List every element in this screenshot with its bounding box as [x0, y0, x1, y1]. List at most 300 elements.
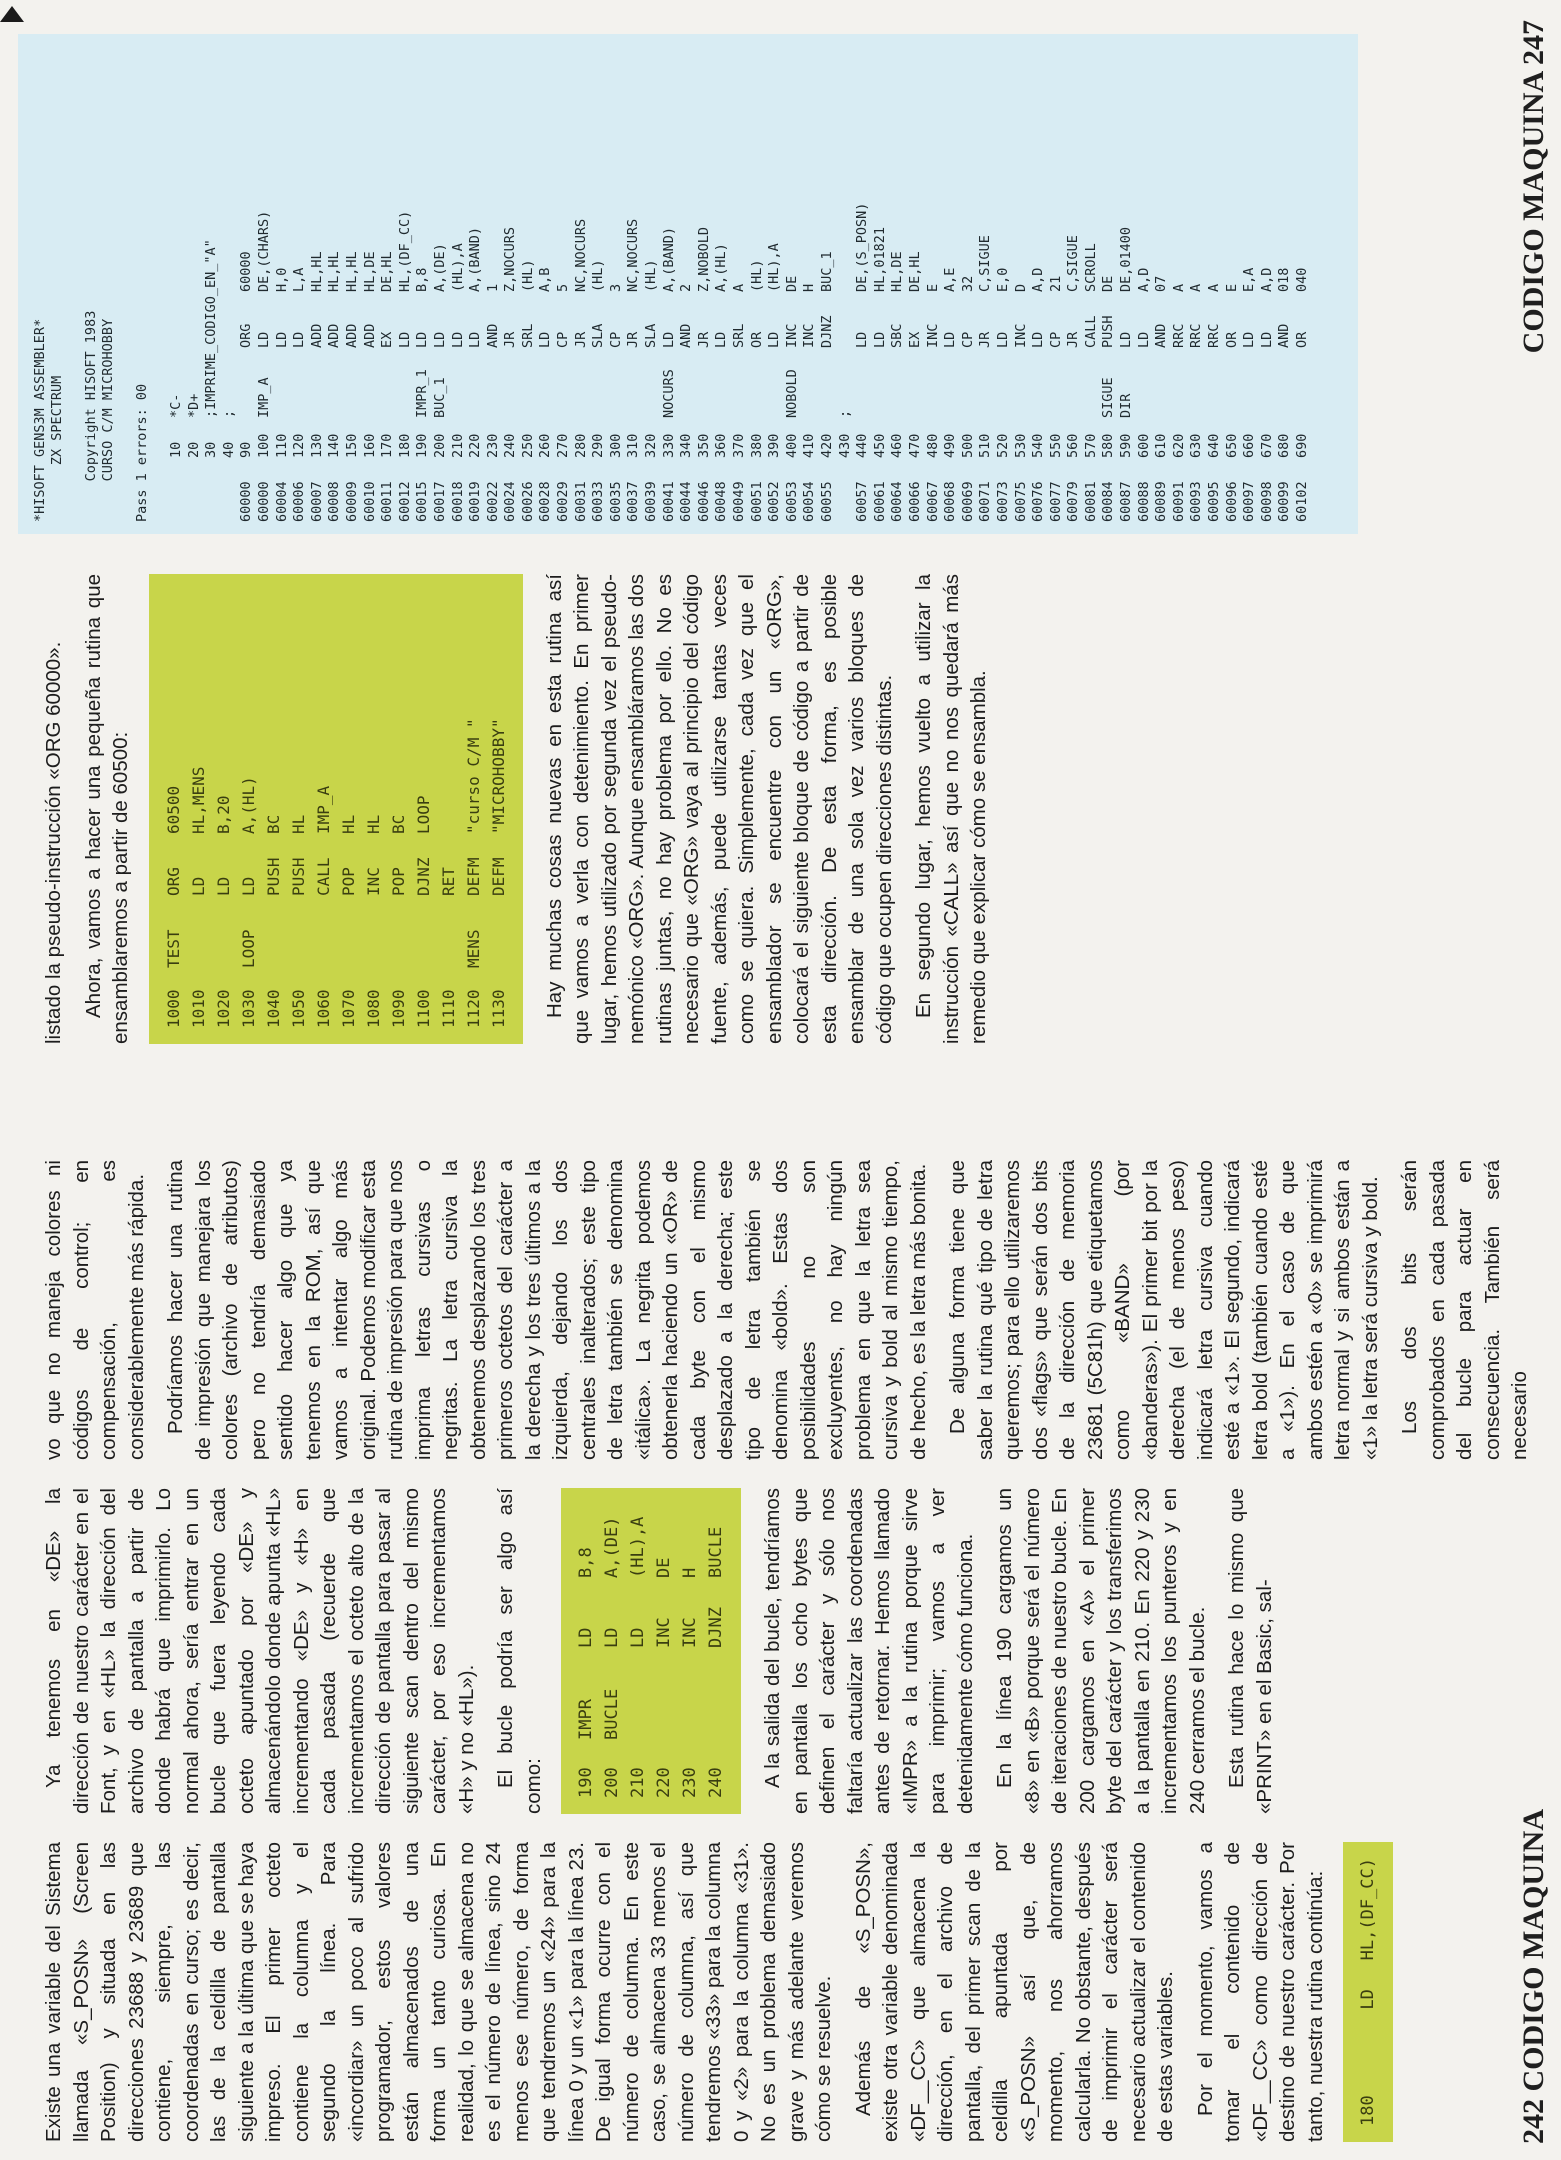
line-label [436, 896, 461, 968]
line-operands: A,(DE) [602, 1516, 622, 1578]
listing-line-number: 560 [1065, 433, 1082, 458]
listing-row [467, 46, 485, 522]
left-page [0, 1080, 1561, 2160]
code-line [211, 590, 236, 1028]
listing-operands: C,SIGUE [977, 235, 994, 292]
listing-row [872, 46, 890, 522]
listing-label: DIR [1118, 393, 1135, 418]
listing-row [696, 46, 714, 522]
listing-label [274, 348, 292, 418]
listing-row [590, 46, 608, 522]
listing-mnemonic [221, 292, 239, 348]
listing-address: 60069 [959, 481, 976, 522]
listing-operands: Z,NOBOLD [695, 226, 712, 292]
line-label [286, 896, 311, 968]
listing-line-number: 240 [502, 433, 519, 458]
listing-label: SIGUE [1100, 377, 1117, 418]
listing-address: 60096 [1223, 481, 1240, 522]
paragraph: vo que no maneja colores ni códigos de control; en compensación, es considerablemente más rápida. [42, 1160, 148, 1460]
code-line [677, 1504, 703, 1798]
listing-operands: A,D [1258, 267, 1275, 292]
listing-mnemonic: CP [607, 331, 624, 348]
listing-line-number: 170 [379, 433, 396, 458]
code-line [161, 590, 186, 1028]
line-mnemonic: LD [602, 1627, 622, 1648]
line-label [211, 896, 236, 968]
listing-operands: D [1012, 283, 1029, 292]
listing-label [309, 348, 327, 418]
listing-line-number: 210 [449, 433, 466, 458]
listing-address: 60052 [766, 481, 783, 522]
listing-mnemonic: LD [467, 331, 484, 348]
line-label [411, 896, 436, 968]
line-number: 1080 [363, 989, 383, 1028]
listing-address [168, 458, 186, 522]
listing-label [573, 348, 591, 418]
line-number: 1100 [413, 989, 433, 1028]
listing-label [1171, 348, 1189, 418]
listing-label [1153, 348, 1171, 418]
line-number: 1000 [163, 989, 183, 1028]
line-mnemonic: DEFM [463, 857, 483, 896]
listing-address [837, 458, 855, 522]
listing-mnemonic: INC [801, 323, 818, 348]
listing-line-number: 370 [731, 433, 747, 458]
paragraph: En la línea 190 cargamos un «8» en «B» porque será el número de iteraciones de nuestro bucle. En 200 cargamos en «A» el primer byte del carácter y los transferimos a la pantalla en 210. En 220 y 230 incrementamos los punteros y en 240 cerramos el bucle. [993, 1488, 1209, 1814]
code-line [286, 590, 311, 1028]
listing-row [1224, 46, 1242, 522]
listing-mnemonic: SRL [519, 323, 536, 348]
listing-line-number: 520 [994, 433, 1011, 458]
line-operands: BC [263, 814, 283, 834]
listing-line-number: 110 [273, 433, 290, 458]
listing-address: 60077 [1047, 481, 1064, 522]
listing-mnemonic: LD [537, 331, 554, 348]
code-line [361, 590, 386, 1028]
listing-operands: A,(DE) [431, 243, 448, 292]
listing-address: 60006 [291, 481, 308, 522]
listing-row [1136, 46, 1154, 522]
paragraph: Esta rutina hace lo mismo que «PRINT» en el Basic, sal- [1225, 1488, 1276, 1814]
listing-operands: L,A [291, 267, 308, 292]
listing-operands: HL,01821 [871, 226, 888, 292]
listing-operands: E,A [1241, 267, 1258, 292]
listing-line-number: 20 [185, 441, 202, 458]
listing-mnemonic: JR [1065, 331, 1082, 348]
paragraph: Además de «S_POSN», existe otra variable denominada «DF__CC» que almacena la dirección, en el archivo de pantalla, del primer scan de la celdilla apuntada por «S_POSN» así que, de momento, nos ahorramos calcularla. No obstante, después de imprimir el carácter será necesario actualizar el contenido de estas variables. [851, 1842, 1177, 2142]
listing-line-number: 690 [1294, 433, 1310, 458]
listing-mnemonic: PUSH [1100, 315, 1117, 348]
listing-row [397, 46, 415, 522]
listing-line-number: 300 [607, 433, 624, 458]
listing-label [1294, 348, 1312, 418]
line-mnemonic: ORG [163, 867, 183, 896]
listing-operands: A,B [537, 267, 554, 292]
line-label [1355, 2010, 1381, 2069]
line-label [311, 896, 336, 968]
right-column-1 [40, 574, 1005, 1044]
listing-mnemonic: AND [1276, 323, 1293, 348]
listing-row [977, 46, 995, 522]
listing-line-number: 530 [1012, 433, 1029, 458]
listing-row [608, 46, 626, 522]
line-number: 1040 [263, 989, 283, 1028]
listing-rows [168, 46, 1312, 522]
listing-address: 60044 [678, 481, 695, 522]
listing-mnemonic: LD [871, 331, 888, 348]
listing-operands: A,(BAND) [660, 226, 677, 292]
line-operands: B,8 [576, 1547, 596, 1578]
listing-operands: (HL) [519, 259, 536, 292]
listing-address: 60076 [1030, 481, 1047, 522]
line-mnemonic: LD [576, 1627, 596, 1648]
listing-label [731, 348, 749, 418]
listing-row [414, 46, 432, 522]
listing-label [960, 348, 978, 418]
paragraph: En segundo lugar, hemos vuelto a utilizar la instrucción «CALL» así que no nos quedará más remedio que explicar cómo se ensambla. [912, 574, 990, 1044]
line-number: 200 [602, 1767, 622, 1798]
listing-operands: DE [1100, 275, 1117, 292]
listing-line-number: 310 [625, 433, 642, 458]
listing-mnemonic: JR [572, 331, 589, 348]
listing-mnemonic: LD [766, 331, 783, 348]
listing-operands: A [731, 283, 747, 292]
line-label [386, 896, 411, 968]
listing-row [291, 46, 309, 522]
listing-operands: HL,DE [889, 251, 906, 292]
listing-label [977, 348, 995, 418]
listing-label [625, 348, 643, 418]
listing-row [907, 46, 925, 522]
listing-row [432, 46, 450, 522]
listing-row [1030, 46, 1048, 522]
listing-line-number: 390 [766, 433, 783, 458]
page-footer-right: CODIGO MAQUINA 247 [1517, 20, 1550, 354]
listing-row [362, 46, 380, 522]
listing-line-number: 600 [1135, 433, 1152, 458]
listing-operands [203, 46, 221, 292]
listing-address: 60098 [1258, 481, 1275, 522]
continue-arrow-icon [0, 6, 24, 22]
listing-operands: C,SIGUE [1065, 235, 1082, 292]
listing-line-number: 320 [643, 433, 660, 458]
listing-line-number: 660 [1241, 433, 1258, 458]
listing-operands: 21 [1047, 275, 1064, 292]
listing-operands: (HL) [748, 259, 765, 292]
listing-label [889, 348, 907, 418]
listing-header-line: CURSO C/M MICROHOBBY [100, 318, 116, 522]
listing-row [960, 46, 978, 522]
listing-address: 60079 [1065, 481, 1082, 522]
listing-label [766, 348, 784, 418]
listing-line-number: 280 [572, 433, 589, 458]
listing-row [1171, 46, 1189, 522]
listing-operands: NC,NOCURS [572, 218, 589, 292]
listing-row [1118, 46, 1136, 522]
line-label [625, 1648, 651, 1740]
listing-line-number: 550 [1047, 433, 1064, 458]
listing-operands: 1 [484, 283, 501, 292]
listing-operands: 60000 [238, 251, 255, 292]
listing-row [731, 46, 749, 522]
listing-row [625, 46, 643, 522]
line-operands: (HL),A [628, 1516, 648, 1578]
line-label [486, 896, 511, 968]
listing-row [1013, 46, 1031, 522]
listing-label: ;IMPRIME_CODIGO_EN_"A" [203, 239, 220, 418]
listing-row [485, 46, 503, 522]
listing-operands: DE,(CHARS) [255, 210, 272, 292]
listing-row [801, 46, 819, 522]
listing-label [1013, 348, 1031, 418]
listing-mnemonic: JR [502, 331, 519, 348]
listing-line-number: 450 [871, 433, 888, 458]
listing-label: IMP_A [255, 377, 272, 418]
listing-row [1188, 46, 1206, 522]
listing-operands: E [1223, 283, 1240, 292]
code-line [651, 1504, 677, 1798]
listing-line-number: 40 [220, 441, 237, 458]
listing-address: 60000 [255, 481, 272, 522]
listing-operands: HL,HL [343, 251, 360, 292]
line-number: 220 [654, 1767, 674, 1798]
listing-label [1276, 348, 1294, 418]
listing-row [819, 46, 837, 522]
listing-row [309, 46, 327, 522]
listing-row [837, 46, 855, 522]
line-operands: BC [388, 814, 408, 834]
line-operands [436, 590, 461, 834]
listing-address: 60087 [1118, 481, 1135, 522]
listing-label: *D+ [185, 393, 202, 418]
listing-operands [168, 46, 186, 292]
listing-operands: 3 [607, 283, 624, 292]
listing-mnemonic: SRL [731, 323, 747, 348]
listing-line-number: 680 [1276, 433, 1293, 458]
listing-mnemonic: ORG [238, 323, 255, 348]
listing-mnemonic: LD [660, 331, 677, 348]
line-mnemonic: INC [654, 1617, 674, 1648]
listing-address: 60008 [326, 481, 343, 522]
listing-label [872, 348, 890, 418]
listing-label [819, 348, 837, 418]
code-line [1355, 1858, 1381, 2126]
listing-address: 60051 [748, 481, 765, 522]
listing-label [925, 348, 943, 418]
listing-operands [221, 46, 239, 292]
line-number: 1070 [338, 989, 358, 1028]
listing-address: 60091 [1170, 481, 1187, 522]
listing-address: 60026 [519, 481, 536, 522]
listing-mnemonic: CP [1047, 331, 1064, 348]
line-operands: "curso C/M " [463, 718, 483, 834]
line-number: 180 [1358, 2095, 1378, 2126]
code-line [186, 590, 211, 1028]
listing-mnemonic: AND [1153, 323, 1170, 348]
line-mnemonic: PUSH [288, 857, 308, 896]
listing-row [713, 46, 731, 522]
paragraph: Ya tenemos en «DE» la dirección de nuestro carácter en el Font, y en «HL» la dirección del archivo de pantalla a partir de donde habrá que imprimirlo. Lo normal ahora, sería entrar en un bucle que fuera leyendo cada octeto apuntado por «DE» y almacenándolo donde apunta «HL» incrementando «DE» y «H» en cada pasada (recuerde que incrementamos el octeto alto de la dirección de pantalla para pasar al siguiente scan dentro del mismo carácter, por eso incrementamos «H» y no «HL»). [42, 1488, 478, 1814]
line-operands: BUCLE [706, 1526, 726, 1578]
listing-label [1206, 348, 1224, 418]
paragraph: De alguna forma tiene que saber la rutina qué tipo de letra queremos; para ello utilizaremos dos «flags» que serán dos bits de la dirección de memoria 23681 (5C81h) que etiquetamos como «BAND» (por «banderas»). El primer bit por la derecha (el de menos peso) indicará letra cursiva cuando esté a «1». El segundo, indicará letra bold (también cuando esté a «1»). En el caso de que ambos estén a «0» se imprimirá letra normal y si ambos están a «1» la letra será cursiva y bold. [946, 1160, 1382, 1460]
listing-label [520, 348, 538, 418]
listing-line-number: 460 [889, 433, 906, 458]
paragraph: Ahora, vamos a hacer una pequeña rutina que ensamblaremos a partir de 60500: [81, 574, 132, 1044]
listing-label [749, 348, 767, 418]
listing-line-number: 430 [836, 433, 853, 458]
listing-operands: DE,01400 [1118, 226, 1135, 292]
listing-operands: 2 [678, 283, 695, 292]
listing-operands: 07 [1153, 275, 1170, 292]
listing-address [221, 458, 239, 522]
listing-operands: E [924, 283, 941, 292]
line-label: IMPR [576, 1699, 596, 1740]
listing-mnemonic: SLA [643, 323, 660, 348]
listing-operands: DE [783, 275, 800, 292]
listing-address: 60004 [273, 481, 290, 522]
listing-line-number: 440 [854, 433, 871, 458]
listing-address: 60018 [449, 481, 466, 522]
listing-mnemonic: EX [379, 331, 396, 348]
line-label [186, 896, 211, 968]
listing-header-line: Copyright HISOFT 1983 [83, 310, 99, 522]
listing-label [1136, 348, 1154, 418]
code-box-test [149, 574, 523, 1044]
listing-operands: (HL),A [449, 243, 466, 292]
listing-row [256, 46, 274, 522]
listing-mnemonic: RRC [1170, 323, 1187, 348]
listing-row [942, 46, 960, 522]
listing-row [1153, 46, 1171, 522]
paragraph: Por el momento, vamos a tomar el contenido de «DF__CC» como dirección de destino de nuestro carácter. Por tanto, nuestra rutina continúa: [1193, 1842, 1327, 2142]
listing-label [643, 348, 661, 418]
listing-line-number: 630 [1188, 433, 1205, 458]
listing-operands: A [1206, 283, 1223, 292]
listing-row [274, 46, 292, 522]
page-footer-left: 242 CODIGO MAQUINA [1517, 1809, 1550, 2144]
listing-operands: HL,(DF_CC) [396, 210, 413, 292]
listing-line-number: 640 [1206, 433, 1223, 458]
paragraph: Podríamos hacer una rutina de impresión que manejara los colores (archivo de atributos) pero no tendría demasiado sentido hacer algo que ya tenemos en la ROM, así que vamos a intentar algo más original. Podemos modificar esta rutina de impresión para que nos imprima letras cursivas o negritas. La letra cursiva la obtenemos desplazando los tres primeros octetos del carácter a la derecha y los tres últimos a la izquierda, dejando los dos centrales inalterados; este tipo de letra también se denomina «itálica». La negrita podemos obtenerla haciendo un «OR» de cada byte con el mismo desplazado a la derecha; este tipo de letra también se denomina «bold». Estas dos posibilidades no son excluyentes, no hay ningún problema en que la letra sea cursiva y bold al mismo tiempo, de hecho, es la letra más bonita. [164, 1160, 930, 1460]
line-mnemonic: RET [438, 867, 458, 896]
listing-label [1048, 348, 1066, 418]
listing-address: 60055 [818, 481, 835, 522]
listing-mnemonic: ADD [326, 323, 343, 348]
line-number: 1030 [238, 989, 258, 1028]
line-mnemonic: DJNZ [413, 857, 433, 896]
listing-row [186, 46, 204, 522]
listing-line-number: 580 [1100, 433, 1117, 458]
listing-label [678, 348, 696, 418]
line-operands: DE [654, 1557, 674, 1578]
code-line [436, 590, 461, 1028]
listing-operands: (HL) [590, 259, 607, 292]
line-number: 1050 [288, 989, 308, 1028]
line-operands: HL [363, 814, 383, 834]
paragraph: Existe una variable del Sistema llamada «S_POSN» (Screen Position) y situada en las direcciones 23688 y 23689 que contiene, siempre, las coordenadas en curso; es decir, las de la celdilla de pantalla siguiente a la última que se haya impreso. El primer octeto contiene la columna y el segundo la línea. Para «incordiar» un poco al sufrido programador, estos valores están almacenados de una forma un tanto curiosa. En realidad, lo que se almacena no es el número de línea, sino 24 menos ese número, de forma que tendremos un «24» para la línea 0 y un «1» para la línea 23. De igual forma ocurre con el número de columna. En este caso, se almacena 33 menos el número de columna, así que tendremos «33» para la columna 0 y «2» para la columna «31». No es un problema demasiado grave y más adelante veremos cómo se resuelve. [42, 1842, 835, 2142]
listing-address: 60007 [308, 481, 325, 522]
listing-address: 60071 [977, 481, 994, 522]
listing-mnemonic: OR [748, 331, 765, 348]
code-line [411, 590, 436, 1028]
listing-operands: 5 [555, 283, 572, 292]
listing-mnemonic: LD [854, 331, 871, 348]
line-mnemonic: DEFM [488, 857, 508, 896]
paragraph: A la salida del bucle, tendríamos en pantalla los ocho bytes que definen el carácter y sólo nos faltaría actualizar las coordenadas antes de retornar. Hemos llamado «IMPR» a la rutina porque sirve para imprimir; vamos a ver detenidamente cómo funciona. [761, 1488, 977, 1814]
listing-row [203, 46, 221, 522]
listing-operands: 018 [1276, 267, 1293, 292]
line-number: 240 [706, 1767, 726, 1798]
listing-line-number: 100 [255, 433, 272, 458]
code-box-bucle [561, 1488, 741, 1814]
line-number: 1110 [438, 989, 458, 1028]
line-operands: H [680, 1567, 700, 1578]
listing-line-number: 470 [906, 433, 923, 458]
listing-operands: DE,HL [379, 251, 396, 292]
paragraph: Hay muchas cosas nuevas en esta rutina así que vamos a verla con detenimiento. En primer lugar, hemos utilizado por segunda vez el pseudo-nemónico «ORG». Aunque ensambláramos las dos rutinas juntas, no hay problema por ello. No es necesario que «ORG» vaya al principio del código fuente, además, puede utilizarse tantas veces como se quiera. Simplemente, cada vez que el ensamblador se encuentre con un «ORG», colocará el siguiente bloque de código a partir de esta dirección. De esta forma, es posible ensamblar de una sola vez varios bloques de código que ocupen direcciones distintas. [542, 574, 896, 1044]
listing-line-number: 500 [959, 433, 976, 458]
listing-label: *C- [168, 393, 184, 418]
listing-address: 60067 [924, 481, 941, 522]
line-mnemonic: LD [238, 876, 258, 896]
line-mnemonic: POP [388, 867, 408, 896]
listing-label [291, 348, 309, 418]
listing-operands: HL,DE [361, 251, 378, 292]
listing-line-number: 650 [1223, 433, 1240, 458]
listing-line-number: 420 [818, 433, 835, 458]
listing-mnemonic: INC [1012, 323, 1029, 348]
code-line [625, 1504, 651, 1798]
listing-operands: HL,HL [326, 251, 343, 292]
listing-line-number: 670 [1258, 433, 1275, 458]
listing-mnemonic: LD [431, 331, 448, 348]
listing-mnemonic: ADD [343, 323, 360, 348]
line-number: 190 [576, 1767, 596, 1798]
line-operands: "MICROHOBBY" [488, 718, 508, 834]
listing-line-number: 260 [537, 433, 554, 458]
listing-line-number: 290 [590, 433, 607, 458]
line-label [677, 1648, 703, 1740]
listing-header-line [117, 46, 134, 522]
line-mnemonic: CALL [313, 857, 333, 896]
listing-label [1065, 348, 1083, 418]
listing-line-number: 610 [1153, 433, 1170, 458]
line-number: 1020 [213, 989, 233, 1028]
listing-line-number: 180 [396, 433, 413, 458]
line-label [261, 896, 286, 968]
listing-label [344, 348, 362, 418]
listing-operands: Z,NOCURS [502, 226, 519, 292]
listing-mnemonic [837, 292, 855, 348]
listing-operands: A,D [1135, 267, 1152, 292]
listing-address: 60054 [801, 481, 818, 522]
code-line [573, 1504, 599, 1798]
listing-address: 60037 [625, 481, 642, 522]
listing-mnemonic: LD [1241, 331, 1258, 348]
listing-row [555, 46, 573, 522]
line-mnemonic: POP [338, 867, 358, 896]
listing-mnemonic: AND [484, 323, 501, 348]
listing-row [1206, 46, 1224, 522]
listing-address: 60081 [1082, 481, 1099, 522]
line-number: 210 [628, 1767, 648, 1798]
listing-label [801, 348, 819, 418]
listing-mnemonic: LD [255, 331, 272, 348]
listing-line-number: 590 [1118, 433, 1135, 458]
listing-header-line: ZX SPECTRUM [49, 375, 65, 522]
line-mnemonic: DJNZ [706, 1607, 726, 1648]
